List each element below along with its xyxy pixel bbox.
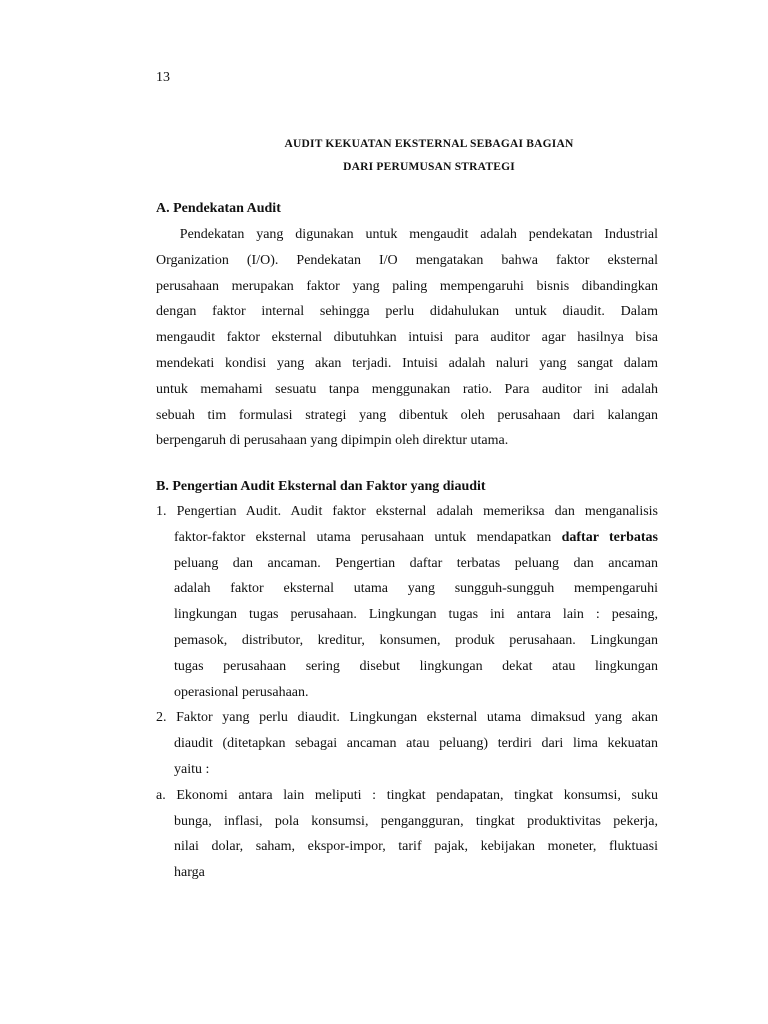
list-item-1-line: adalah faktor eksternal utama yang sungguh-sungguh mempengaruhi [174, 581, 658, 597]
list-item-1-line: operasional perusahaan. [174, 684, 309, 700]
section-b-list [156, 499, 658, 886]
list-item-2-line: yaitu : [174, 761, 210, 777]
list-item-1-line: lingkungan tugas perusahaan. Lingkungan tugas ini antara lain : pesaing, [174, 607, 658, 623]
emphasis-daftar-terbatas: daftar terbatas [561, 529, 659, 545]
paragraph-line: perusahaan merupakan faktor yang paling mempengaruhi bisnis dibandingkan [156, 278, 658, 294]
paragraph-line: sebuah tim formulasi strategi yang dibentuk oleh perusahaan dari kalangan [156, 407, 658, 423]
list-item-2-line: 2. Faktor yang perlu diaudit. Lingkungan eksternal utama dimaksud yang akan [156, 710, 658, 726]
list-item-2-line: diaudit (ditetapkan sebagai ancaman atau peluang) terdiri dari lima kekuatan [174, 736, 658, 752]
paragraph-line: mengaudit faktor eksternal dibutuhkan intuisi para auditor agar hasilnya bisa [156, 330, 658, 346]
list-item-a-line: harga [174, 865, 205, 881]
list-item-1-line: peluang dan ancaman. Pengertian daftar terbatas peluang dan ancaman [174, 555, 658, 571]
list-item-a-line: a. Ekonomi antara lain meliputi : tingkat pendapatan, tingkat konsumsi, suku [156, 787, 658, 803]
paragraph-line: dengan faktor internal sehingga perlu didahulukan untuk diaudit. Dalam [156, 304, 658, 320]
document-title-line-1: AUDIT KEKUATAN EKSTERNAL SEBAGAI BAGIAN [284, 138, 574, 150]
section-b-heading: B. Pengertian Audit Eksternal dan Faktor yang diaudit [156, 479, 486, 494]
paragraph-line: Organization (I/O). Pendekatan I/O mengatakan bahwa faktor eksternal [156, 252, 658, 268]
paragraph-line: berpengaruh di perusahaan yang dipimpin oleh direktur utama. [156, 433, 509, 449]
paragraph-line: untuk memahami sesuatu tanpa menggunakan ratio. Para auditor ini adalah [156, 381, 658, 397]
list-item-1-line: pemasok, distributor, kreditur, konsumen, produk perusahaan. Lingkungan [174, 632, 658, 648]
document-title-line-2: DARI PERUMUSAN STRATEGI [343, 161, 515, 173]
list-item-a-line: nilai dolar, saham, ekspor-impor, tarif pajak, kebijakan moneter, fluktuasi [174, 839, 658, 855]
list-item-1-line: 1. Pengertian Audit. Audit faktor eksternal adalah memeriksa dan menganalisis [156, 504, 658, 519]
list-item-1-text: faktor-faktor eksternal utama perusahaan untuk mendapatkan [174, 529, 562, 545]
page-number: 13 [156, 70, 170, 85]
section-a-heading: A. Pendekatan Audit [156, 201, 281, 216]
section-a-paragraph [156, 222, 658, 454]
list-item-1-line: tugas perusahaan sering disebut lingkungan dekat atau lingkungan [174, 658, 658, 674]
paragraph-line: mendekati kondisi yang akan terjadi. Intuisi adalah naluri yang sangat dalam [156, 355, 658, 371]
paragraph-line: Pendekatan yang digunakan untuk mengaudit adalah pendekatan Industrial [156, 227, 658, 242]
list-item-1-line [156, 525, 658, 551]
list-item-a-line: bunga, inflasi, pola konsumsi, pengangguran, tingkat produktivitas pekerja, [174, 813, 658, 829]
